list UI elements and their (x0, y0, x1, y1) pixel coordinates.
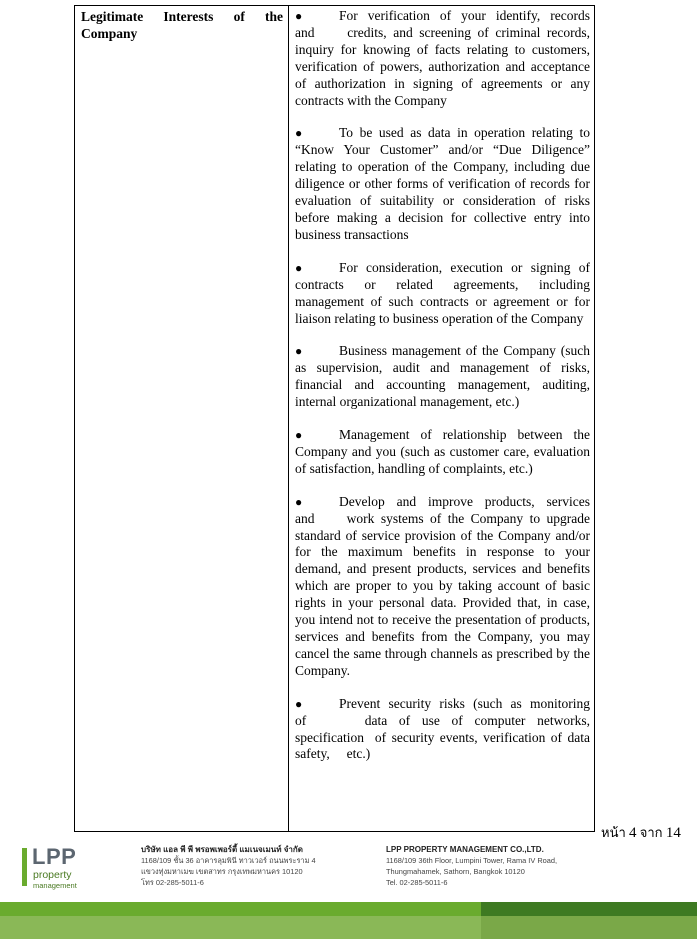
bullet-icon: ● (295, 126, 303, 141)
bullet-icon: ● (295, 260, 303, 275)
legitimate-interests-heading (81, 8, 283, 42)
english-company-name: LPP PROPERTY MANAGEMENT CO.,LTD. (386, 845, 544, 854)
list-item (295, 260, 590, 328)
list-item-text: To be used as data in operation relating to “Know Your Customer” and/or “Due Diligence” relating to operation of the Company, including due diligence or other forms of verification of records for evaluation of suitability or consideration of risks before making a decision for collective entry into business transactions (295, 125, 590, 242)
data-table (74, 5, 595, 832)
list-item-text: Business management of the Company (such as supervision, audit and management of risks, financial and accounting management, auditing, internal organizational management, etc.) (295, 343, 590, 410)
column-divider (288, 6, 289, 831)
footer-band-right (481, 916, 697, 939)
thai-address (141, 844, 316, 888)
bullet-icon: ● (295, 494, 303, 509)
list-item (295, 343, 590, 411)
page-current: 4 (629, 825, 637, 841)
list-item (295, 494, 590, 680)
list-item-text: For consideration, execution or signing of contracts or related agreements, including management of such contracts or agreement or for liaison relating to business operation of the Company (295, 259, 590, 326)
bullet-icon: ● (295, 9, 303, 23)
list-item-text: For verification of your identify, records and credits, and screening of criminal records, inquiry for knowing of facts relating to customers, verification of powers, authorization and acceptance of authorization in signing of agreements or any contracts with the Company (295, 8, 590, 108)
page-prefix: หน้า (601, 825, 626, 840)
bullet-icon: ● (295, 344, 303, 359)
list-item (295, 8, 590, 109)
thai-address-line: 1168/109 ชั้น 36 อาคารลุมพินี ทาวเวอร์ ถนนพระราม 4 (141, 856, 316, 865)
logo-bar-icon (22, 848, 27, 886)
list-item-text: Prevent security risks (such as monitoring of data of use of computer networks, specification of security events, verification of data safety, etc.) (295, 695, 590, 762)
thai-phone: โทร 02-285-5011-6 (141, 878, 204, 887)
thai-company-name: บริษัท แอล พี พี พรอพเพอร์ตี้ แมเนจเมนท์ จำกัด (141, 845, 303, 854)
list-item (295, 427, 590, 478)
bullet-icon: ● (295, 696, 303, 711)
logo-subtitle-2: management (33, 881, 77, 890)
english-address-line: Thungmahamek, Sathorn, Bangkok 10120 (386, 867, 525, 876)
footer-stripe-dark (481, 902, 697, 916)
list-item-text: Management of relationship between the Company and you (such as customer care, evaluation of satisfaction, handling of complaints, etc.) (295, 427, 590, 476)
page-total: 14 (665, 825, 681, 841)
english-address-line: 1168/109 36th Floor, Lumpini Tower, Rama IV Road, (386, 856, 558, 865)
bullet-icon: ● (295, 428, 303, 443)
english-address (386, 844, 557, 888)
page-footer (0, 838, 697, 898)
heading-line-2: Company (81, 26, 138, 41)
logo-wordmark: LPP (32, 844, 77, 869)
company-logo (22, 844, 102, 894)
logo-subtitle-1: property (33, 869, 72, 881)
purposes-list (295, 8, 590, 779)
english-phone: Tel. 02-285-5011-6 (386, 878, 448, 887)
list-item (295, 696, 590, 764)
page-middle: จาก (639, 825, 663, 840)
heading-line-1: Legitimate Interests of the (81, 9, 283, 24)
list-item-text: Develop and improve products, services and work systems of the Company to upgrade standard of service provision of the Company and/or for the maximum benefits in response to your demand, and present products, services and benefits which are proper to you by taking account of basic rights in your personal data. Provided that, in case, you intend not to receive the presentation of products, services and benefits from the Company, you may cancel the same through channels as prescribed by the Company. (295, 493, 590, 678)
thai-address-line: แขวงทุ่งมหาเมฆ เขตสาทร กรุงเทพมหานคร 10120 (141, 867, 303, 876)
list-item (295, 125, 590, 243)
